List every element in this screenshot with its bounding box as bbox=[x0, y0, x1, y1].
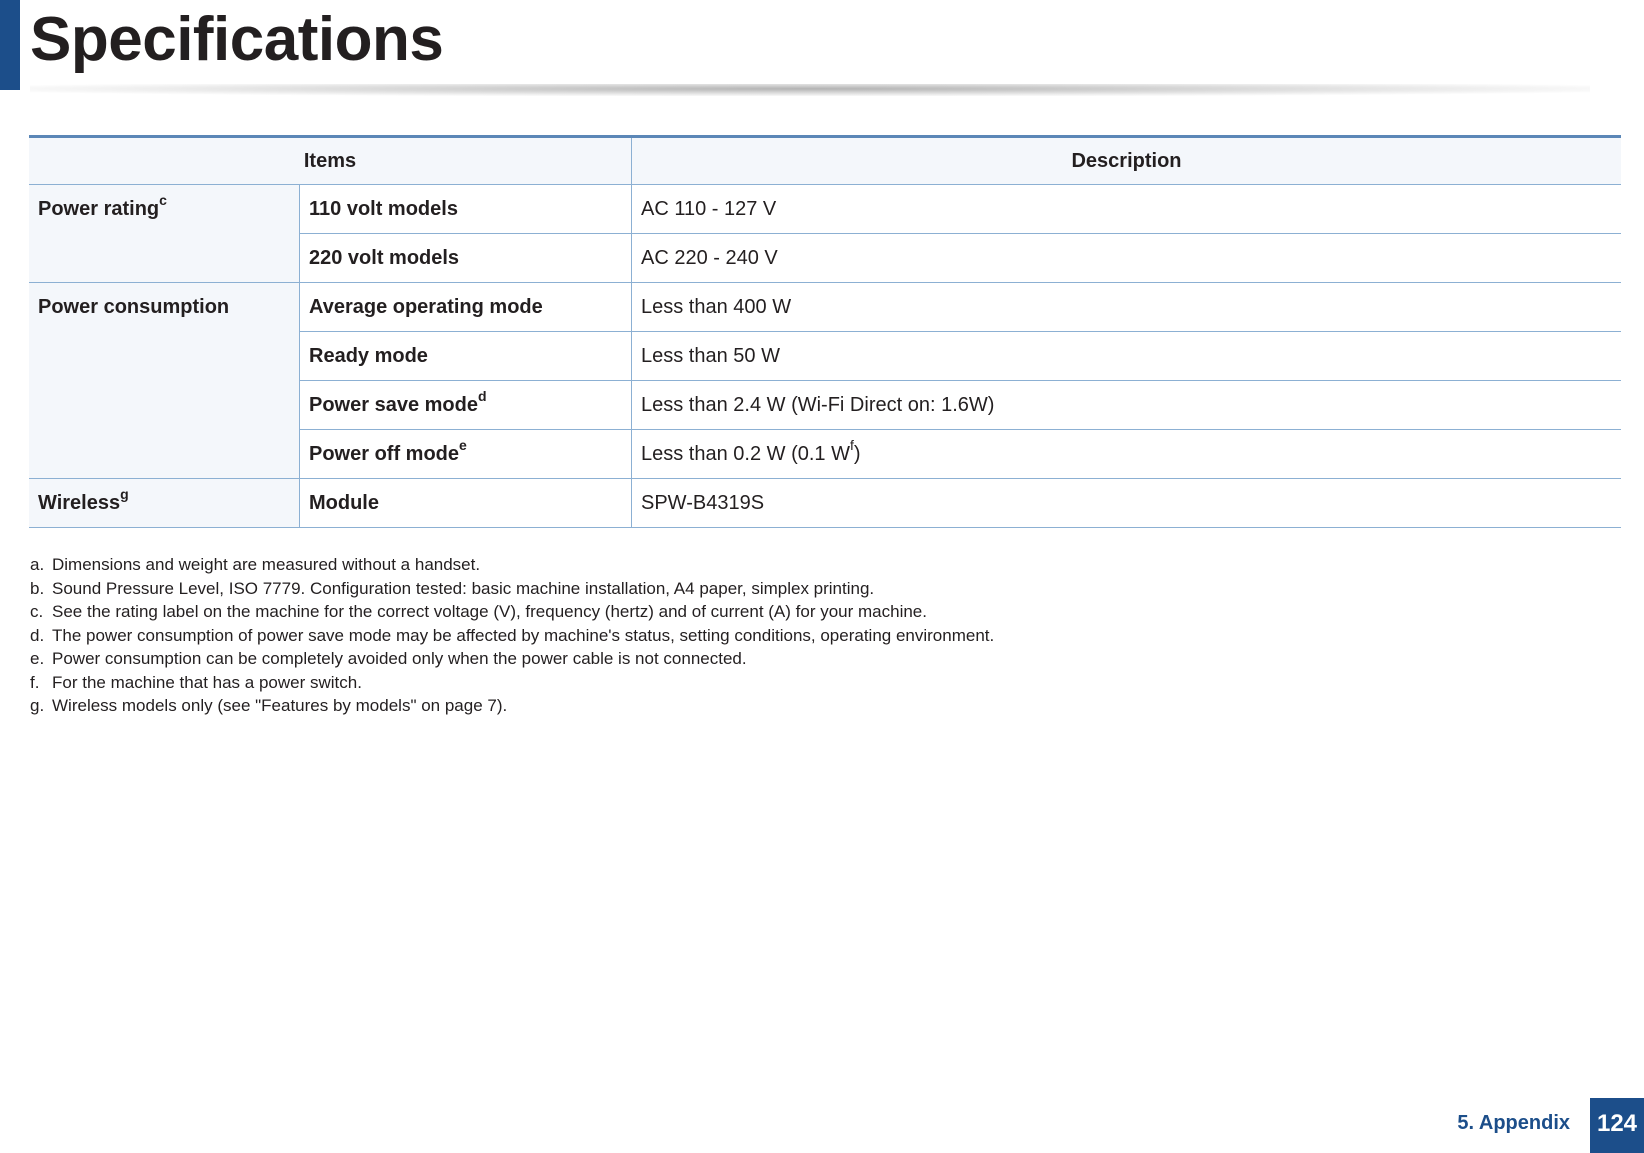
footnote-text: For the machine that has a power switch. bbox=[52, 672, 362, 692]
sub-item-cell bbox=[300, 381, 632, 430]
sub-item-label: Module bbox=[309, 492, 379, 514]
description-cell bbox=[632, 283, 1622, 332]
footnote-text: Power consumption can be completely avoided only when the power cable is not connected. bbox=[52, 649, 747, 668]
footnote-mark: g. bbox=[30, 696, 45, 715]
page-number: 124 bbox=[1590, 1098, 1644, 1153]
sub-item-label: 110 volt models bbox=[309, 198, 458, 220]
footnote-mark: d. bbox=[30, 625, 45, 645]
description-value: Less than 0.2 W (0.1 W bbox=[641, 443, 850, 465]
sub-item-label: 220 volt models bbox=[309, 247, 460, 269]
footnote bbox=[30, 577, 994, 601]
description-value: SPW-B4319S bbox=[641, 492, 765, 514]
footnote bbox=[30, 647, 994, 671]
item-label: Power rating bbox=[38, 198, 160, 220]
sub-item-label: Power save mode bbox=[309, 394, 478, 416]
page-title: Specifications bbox=[30, 5, 444, 74]
sub-item-label: Power off mode bbox=[309, 443, 460, 465]
description-value: Less than 2.4 W (Wi-Fi Direct on: 1.6W) bbox=[641, 394, 995, 416]
sub-item-cell bbox=[300, 479, 632, 528]
sub-item-label: Average operating mode bbox=[309, 296, 543, 318]
footnote bbox=[30, 553, 994, 577]
footnote-ref: f bbox=[849, 437, 854, 454]
description-value: AC 110 - 127 V bbox=[641, 198, 777, 220]
footer-section-label: 5. Appendix bbox=[1457, 1112, 1570, 1134]
footnote bbox=[30, 671, 994, 695]
description-value: Less than 400 W bbox=[641, 296, 792, 318]
sub-item-cell bbox=[300, 283, 632, 332]
left-accent-bar bbox=[0, 0, 20, 90]
description-value: Less than 50 W bbox=[641, 345, 780, 367]
description-cell bbox=[632, 381, 1622, 430]
footnote-ref: e bbox=[459, 437, 467, 454]
sub-item-cell bbox=[300, 185, 632, 234]
sub-item-cell bbox=[300, 234, 632, 283]
item-cell-power-consumption bbox=[29, 283, 300, 479]
footnote-text: The power consumption of power save mode may be affected by machine's status, setting conditions, operating environment. bbox=[52, 625, 995, 645]
footnote-text: Dimensions and weight are measured without a handset. bbox=[52, 555, 481, 574]
header-description: Description bbox=[632, 137, 1622, 185]
footnote-mark: e. bbox=[30, 649, 45, 668]
description-cell bbox=[632, 234, 1622, 283]
footnote-mark: b. bbox=[30, 578, 45, 598]
specifications-table bbox=[29, 135, 1621, 528]
sub-item-cell bbox=[300, 430, 632, 479]
table-header-row bbox=[29, 137, 1621, 185]
footnote-ref: g bbox=[120, 486, 129, 503]
footnote-text: Sound Pressure Level, ISO 7779. Configuration tested: basic machine installation, A4 paper, simplex printing. bbox=[52, 578, 875, 598]
footnote-mark: c. bbox=[30, 602, 44, 621]
item-cell-wireless bbox=[29, 479, 300, 528]
description-cell bbox=[632, 332, 1622, 381]
description-value: AC 220 - 240 V bbox=[641, 247, 778, 269]
table-row bbox=[29, 283, 1621, 332]
footnote-text: See the rating label on the machine for the correct voltage (V), frequency (hertz) and of current (A) for your machine. bbox=[52, 602, 927, 621]
description-tail: ) bbox=[853, 443, 861, 465]
footnote bbox=[30, 624, 994, 648]
footnote-mark: f. bbox=[30, 672, 40, 692]
header-items: Items bbox=[29, 137, 632, 185]
title-divider bbox=[30, 84, 1590, 96]
table-row bbox=[29, 479, 1621, 528]
item-label: Power consumption bbox=[38, 296, 230, 318]
description-cell bbox=[632, 185, 1622, 234]
item-label: Wireless bbox=[38, 492, 121, 514]
footnote bbox=[30, 694, 994, 718]
footnote-mark: a. bbox=[30, 555, 45, 574]
item-cell-power-rating bbox=[29, 185, 300, 283]
footnote-text: Wireless models only (see "Features by models" on page 7). bbox=[52, 696, 508, 715]
footnote-ref: d bbox=[477, 388, 487, 405]
footnotes bbox=[30, 553, 994, 718]
footnote-ref: c bbox=[159, 192, 167, 209]
sub-item-cell bbox=[300, 332, 632, 381]
sub-item-label: Ready mode bbox=[309, 345, 428, 367]
table-row bbox=[29, 185, 1621, 234]
footnote bbox=[30, 600, 994, 624]
description-cell bbox=[632, 479, 1622, 528]
description-cell bbox=[632, 430, 1622, 479]
